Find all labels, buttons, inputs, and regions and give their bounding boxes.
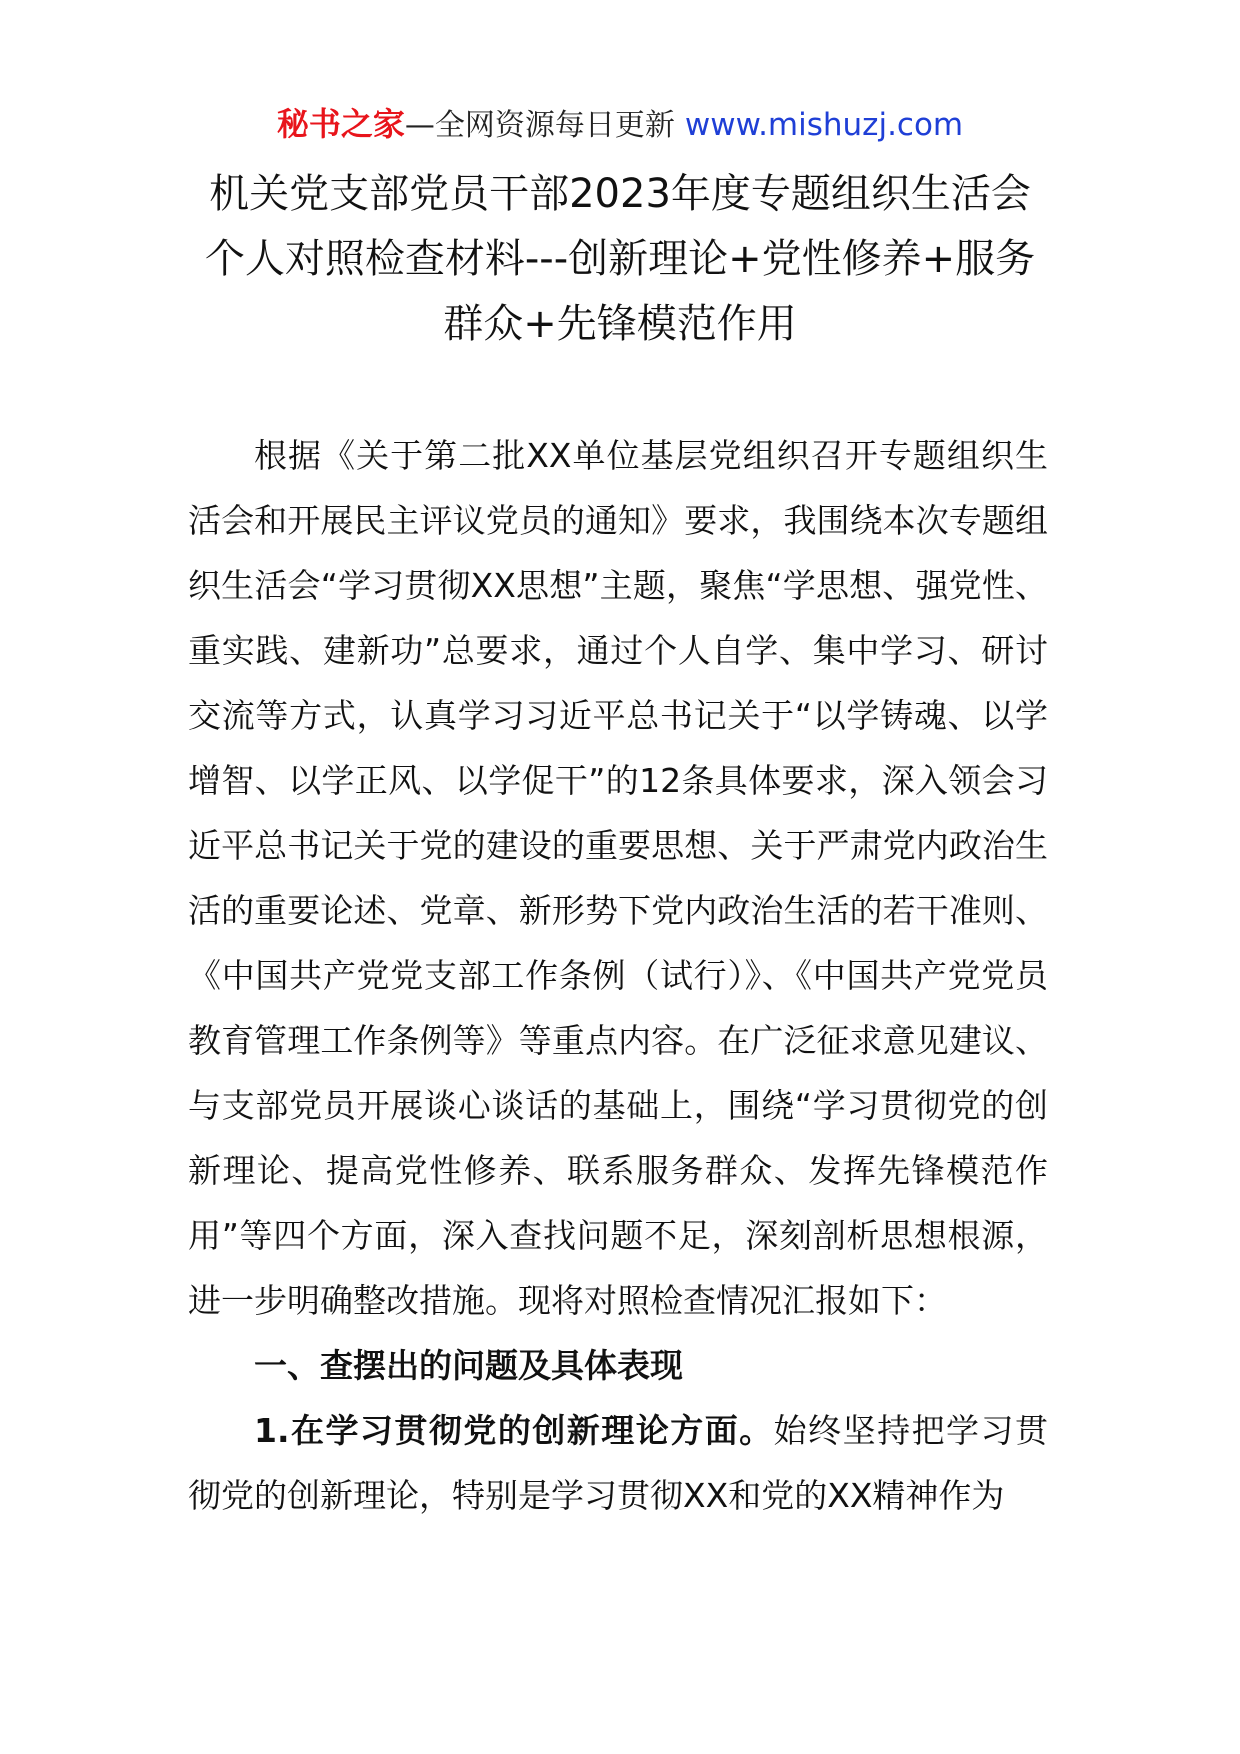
title-line-1: 机关党支部党员干部2023年度专题组织生活会 [209, 171, 1031, 217]
title-line-2: 个人对照检查材料---创新理论+党性修养+服务 [204, 236, 1036, 282]
item-paragraph [188, 1398, 1048, 1528]
document-title [170, 162, 1070, 357]
header-banner [0, 102, 1240, 148]
intro-paragraph: 根据《关于第二批XX单位基层党组织召开专题组织生活会和开展民主评议党员的通知》要求，我围绕本次专题组织生活会“学习贯彻XX思想”主题，聚焦“学思想、强党性、重实践、建新功”总要求，通过个人自学、集中学习、研讨交流等方式，认真学习习近平总书记关于“以学铸魂、以学增智、以学正风、以学促干”的12条具体要求，深入领会习近平总书记关于党的建设的重要思想、关于严肃党内政治生活的重要论述、党章、新形势下党内政治生活的若干准则、《中国共产党党支部工作条例（试行）》、《中国共产党党员教育管理工作条例等》等重点内容。在广泛征求意见建议、与支部党员开展谈心谈话的基础上，围绕“学习贯彻党的创新理论、提高党性修养、联系服务群众、发挥先锋模范作用”等四个方面，深入查找问题不足，深刻剖析思想根源，进一步明确整改措施。现将对照检查情况汇报如下： [188, 436, 1048, 1320]
document-body [188, 423, 1048, 1528]
brand-name: 秘书之家 [276, 105, 405, 143]
banner-tagline: —全网资源每日更新 [404, 108, 675, 143]
item-lead: 1.在学习贯彻党的创新理论方面。 [254, 1411, 774, 1450]
website-link[interactable]: www.mishuzj.com [684, 107, 964, 143]
title-line-3: 群众+先锋模范作用 [443, 301, 797, 347]
section-heading: 一、查摆出的问题及具体表现 [254, 1346, 683, 1385]
item-text: 始终坚持把学习贯彻党的创新理论，特别是学习贯彻XX和党的XX精神作为 [188, 1411, 1049, 1515]
